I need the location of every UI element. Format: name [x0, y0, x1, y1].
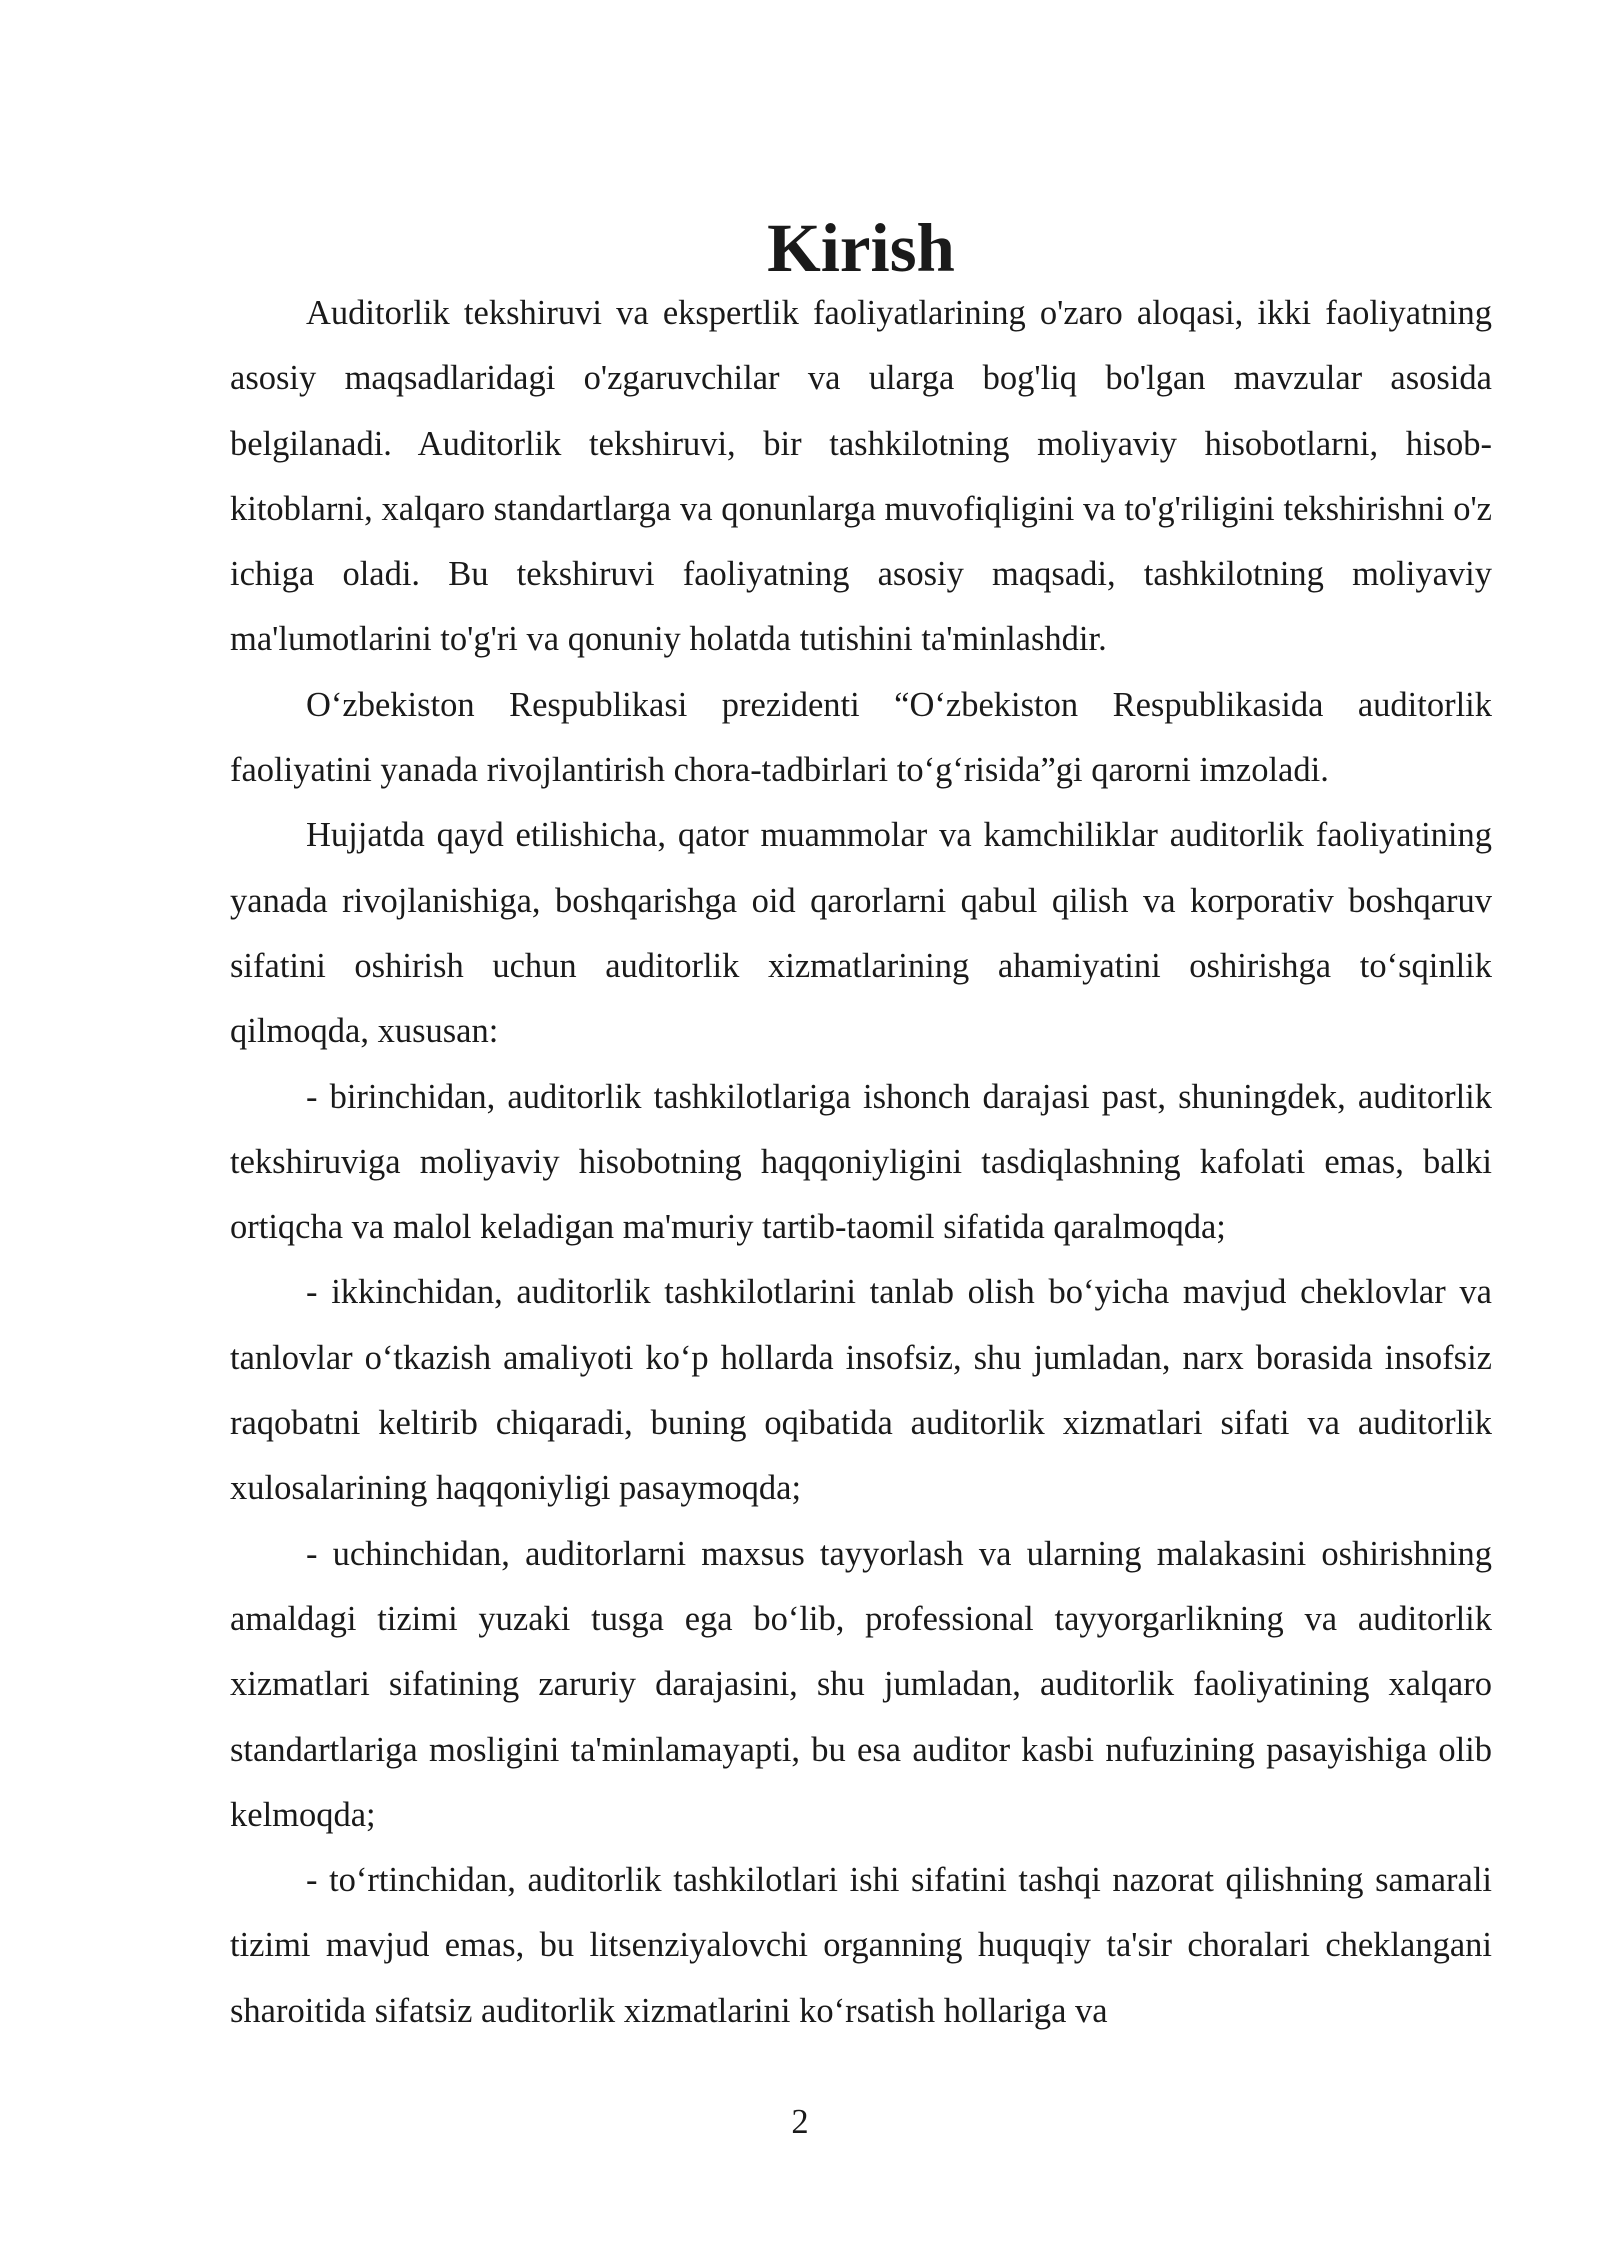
list-item-third: - uchinchidan, auditorlarni maxsus tayyorlash va ularning malakasini oshirishning amaldagi tizimi yuzaki tusga ega bo‘lib, professional tayyorgarlikning va auditorlik xizmatlari sifatining zaruriy darajasini, shu jumladan, auditorlik faoliyatining xalqaro standartlariga mosligini ta'minlamayapti, bu esa auditor kasbi nufuzining pasayishiga olib kelmoqda; [230, 1534, 1492, 1834]
list-item-first: - birinchidan, auditorlik tashkilotlariga ishonch darajasi past, shuningdek, auditorlik tekshiruviga moliyaviy hisobotning haqqoniyligini tasdiqlashning kafolati emas, balki ortiqcha va malol keladigan ma'muriy tartib-taomil sifatida qaralmoqda; [230, 1077, 1492, 1247]
page-number: 2 [791, 2103, 809, 2141]
paragraph-decree: O‘zbekiston Respublikasi prezidenti “O‘zbekiston Respublikasida auditorlik faoliyatini yanada rivojlantirish chora-tadbirlari to‘g‘risida”gi qarorni imzoladi. [230, 685, 1492, 790]
list-item-fourth: - to‘rtinchidan, auditorlik tashkilotlari ishi sifatini tashqi nazorat qilishning samarali tizimi mavjud emas, bu litsenziyalovchi organning huquqiy ta'sir choralari cheklangani sharoitida sifatsiz auditorlik xizmatlarini ko‘rsatish hollariga va [230, 1861, 1492, 2030]
list-item-second: - ikkinchidan, auditorlik tashkilotlarini tanlab olish bo‘yicha mavjud cheklovlar va tanlovlar o‘tkazish amaliyoti ko‘p hollarda insofsiz, shu jumladan, narx borasida insofsiz raqobatni keltirib chiqaradi, buning oqibatida auditorlik xizmatlari sifati va auditorlik xulosalarining haqqoniyligi pasaymoqda; [230, 1273, 1492, 1508]
paragraph-intro: Auditorlik tekshiruvi va ekspertlik faoliyatlarining o'zaro aloqasi, ikki faoliyatning asosiy maqsadlaridagi o'zgaruvchilar va ularga bog'liq bo'lgan mavzular asosida belgilanadi. Auditorlik tekshiruvi, bir tashkilotning moliyaviy hisobotlarni, hisob-kitoblarni, xalqaro standartlarga va qonunlarga muvofiqligini va to'g'riligini tekshirishni o'z ichiga oladi. Bu tekshiruvi faoliyatning asosiy maqsadi, tashkilotning moliyaviy ma'lumotlarini to'g'ri va qonuniy holatda tutishini ta'minlashdir. [230, 294, 1492, 659]
section-title: Kirish [767, 210, 955, 286]
paragraph-problems: Hujjatda qayd etilishicha, qator muammolar va kamchiliklar auditorlik faoliyatining yanada rivojlanishiga, boshqarishga oid qarorlarni qabul qilish va korporativ boshqaruv sifatini oshirish uchun auditorlik xizmatlarining ahamiyatini oshirishga to‘sqinlik qilmoqda, xususan: [230, 816, 1492, 1051]
document-body [230, 210, 1492, 2044]
